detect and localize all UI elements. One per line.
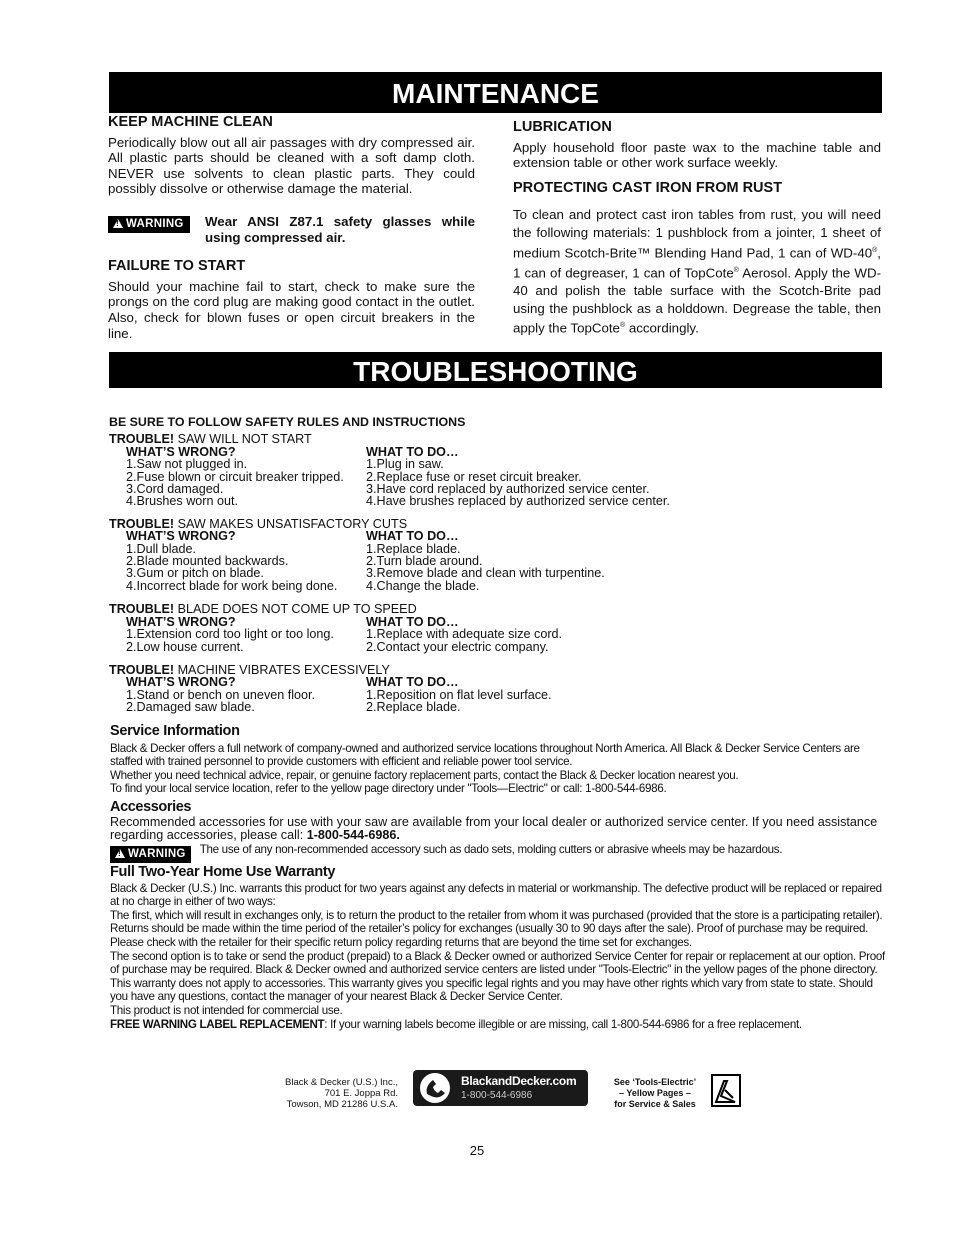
remedy-cell: 4.Have brushes replaced by authorized service center. <box>366 494 670 509</box>
cause-cell: 2.Low house current. <box>126 639 244 654</box>
trouble-title: TROUBLE! BLADE DOES NOT COME UP TO SPEED <box>109 602 417 617</box>
maintenance-right-column <box>513 120 881 338</box>
accessories-body: Recommended accessories for use with your saw are available from your local dealer or authorized service center. If you need assistance regarding accessories, please call: 1-800-544-6986. <box>110 814 878 842</box>
remedy-cell: 2.Replace blade. <box>366 700 461 715</box>
remedy-cell: 1.Reposition on flat level surface. <box>366 687 552 702</box>
remedy-cell: 2.Turn blade around. <box>366 554 483 569</box>
yellow-pages-icon <box>711 1074 741 1107</box>
lubrication-heading: LUBRICATION <box>513 119 612 135</box>
trouble-row <box>109 701 889 713</box>
remedy-cell: 1.Plug in saw. <box>366 457 444 472</box>
warranty-p1: Black & Decker (U.S.) Inc. warrants this product for two years against any defects in material or workmanship. The defective product will be replaced or repaired at no charge in either of two ways: <box>110 881 882 909</box>
keep-clean-warning <box>108 214 475 245</box>
warning-badge: !WARNING <box>108 216 190 233</box>
trouble-row <box>109 458 889 470</box>
cause-cell: 4.Brushes worn out. <box>126 494 239 509</box>
failure-heading: FAILURE TO START <box>108 258 246 275</box>
free-label-replacement: FREE WARNING LABEL REPLACEMENT: If your warning labels become illegible or are missing, call 1-800-544-6986 for a free replacement. <box>110 1017 802 1031</box>
trouble-row <box>109 641 889 653</box>
remedy-cell: 3.Remove blade and clean with turpentine. <box>366 566 605 581</box>
what-to-do-header: WHAT TO DO… <box>366 529 459 544</box>
accessories-warning <box>110 843 885 863</box>
trouble-group <box>109 433 889 507</box>
accessories-warning-text: The use of any non-recommended accessory such as dado sets, molding cutters or abrasive wheels may be hazardous. <box>199 843 783 857</box>
trouble-header-row <box>109 530 889 542</box>
website-text: BlackandDecker.com <box>461 1074 577 1088</box>
troubleshooting-banner <box>109 352 882 388</box>
rust-heading: PROTECTING CAST IRON FROM RUST <box>513 179 783 196</box>
trouble-row <box>109 495 889 507</box>
remedy-cell: 2.Replace fuse or reset circuit breaker. <box>366 469 582 484</box>
lubrication-body: Apply household floor paste wax to the machine table and extension table or other work surface weekly. <box>513 139 881 171</box>
remedy-cell: 4.Change the blade. <box>366 578 480 593</box>
what-to-do-header: WHAT TO DO… <box>366 614 459 629</box>
service-p1: Black & Decker offers a full network of company-owned and authorized service locations throughout North America. All Black & Decker Service Centers are staffed with trained personnel to provide customers with efficient and reliable power tool service. <box>110 741 860 769</box>
trouble-group <box>109 603 889 653</box>
cause-cell: 2.Damaged saw blade. <box>126 700 255 715</box>
trouble-row <box>109 628 889 640</box>
what-to-do-header: WHAT TO DO… <box>366 675 459 690</box>
remedy-cell: 1.Replace blade. <box>366 541 461 556</box>
whats-wrong-header: WHAT’S WRONG? <box>126 444 236 459</box>
warning-triangle-icon <box>115 849 125 858</box>
accessories-warning-badge: !WARNING <box>110 846 191 863</box>
maintenance-left-column <box>108 115 475 341</box>
accessories-section <box>110 801 885 863</box>
service-heading: Service Information <box>110 723 240 739</box>
whats-wrong-header: WHAT’S WRONG? <box>126 614 236 629</box>
what-to-do-header: WHAT TO DO… <box>366 444 459 459</box>
whats-wrong-header: WHAT’S WRONG? <box>126 675 236 690</box>
troubleshooting-section <box>109 416 889 714</box>
company-address: Black & Decker (U.S.) Inc., 701 E. Joppa Rd. Towson, MD 21286 U.S.A. <box>285 1077 398 1110</box>
warranty-p2: The first, which will result in exchanges only, is to return the product to the retailer from whom it was purchased (provided that the store is a participating retailer). Returns should be made within the time period of the retailer’s policy for exchanges (usually 30 to 90 days after the sale). Proof of purchase may be required. Please check with the retailer for their specific return policy regarding returns that are beyond the time set for exchanges. <box>110 908 883 949</box>
website-phone-badge <box>413 1070 588 1106</box>
trouble-group <box>109 518 889 592</box>
cause-cell: 4.Incorrect blade for work being done. <box>126 578 338 593</box>
warranty-heading: Full Two-Year Home Use Warranty <box>110 864 336 880</box>
cause-cell: 1.Stand or bench on uneven floor. <box>126 687 316 702</box>
cause-cell: 3.Cord damaged. <box>126 482 224 497</box>
trouble-group <box>109 664 889 714</box>
trouble-row <box>109 567 889 579</box>
service-p2: Whether you need technical advice, repair, or genuine factory replacement parts, contact the Black & Decker location nearest you. <box>110 768 739 782</box>
maintenance-title: MAINTENANCE <box>392 78 599 109</box>
phone-icon <box>415 1070 455 1106</box>
cause-cell: 2.Blade mounted backwards. <box>126 554 289 569</box>
service-section <box>110 725 885 796</box>
rust-body: To clean and protect cast iron tables from rust, you will need the following materials: 1 pushblock from a jointer, 1 sheet of medium Scotch-Brite™ Blending Hand Pad, 1 can of WD-40®, 1 can of degreaser, 1 can of TopCote® Aerosol. Apply the WD-40 and polish the table surface with the Scotch-Brite pad using the pushblock as a holddown. Degrease the table, then apply the TopCote® accordingly. <box>513 207 882 336</box>
keep-clean-warning-text: Wear ANSI Z87.1 safety glasses while using compressed air. <box>205 213 475 245</box>
yellow-pages-note: See ‘Tools-Electric’ – Yellow Pages – for Service & Sales <box>613 1077 697 1109</box>
trouble-groups <box>109 433 889 713</box>
safety-intro: BE SURE TO FOLLOW SAFETY RULES AND INSTRUCTIONS <box>109 415 466 429</box>
trouble-title: TROUBLE! SAW MAKES UNSATISFACTORY CUTS <box>109 516 408 531</box>
trouble-title: TROUBLE! MACHINE VIBRATES EXCESSIVELY <box>109 662 390 677</box>
warning-triangle-icon <box>113 219 123 228</box>
trouble-title: TROUBLE! SAW WILL NOT START <box>109 432 312 447</box>
remedy-cell: 2.Contact your electric company. <box>366 639 549 654</box>
remedy-cell: 1.Replace with adequate size cord. <box>366 627 563 642</box>
service-p3: To find your local service location, refer to the yellow page directory under "Tools—Electric" or call: 1-800-544-6986. <box>110 782 667 796</box>
troubleshooting-title: TROUBLESHOOTING <box>353 356 638 387</box>
accessories-heading: Accessories <box>110 799 192 815</box>
maintenance-banner <box>109 72 882 113</box>
trouble-header-row <box>109 676 889 688</box>
whats-wrong-header: WHAT’S WRONG? <box>126 529 236 544</box>
cause-cell: 1.Extension cord too light or too long. <box>126 627 334 642</box>
remedy-cell: 3.Have cord replaced by authorized service center. <box>366 482 650 497</box>
cause-cell: 1.Dull blade. <box>126 541 197 556</box>
keep-clean-body: Periodically blow out all air passages with dry compressed air. All plastic parts should be cleaned with a soft damp cloth. NEVER use solvents to clean plastic parts. They could possibly dissolve or otherwise damage the material. <box>108 134 475 197</box>
badge-phone-text: 1-800-544-6986 <box>461 1090 533 1101</box>
cause-cell: 3.Gum or pitch on blade. <box>126 566 264 581</box>
warranty-p5: This product is not intended for commercial use. <box>110 1003 343 1017</box>
warranty-section <box>110 866 885 1031</box>
trouble-row <box>109 580 889 592</box>
warranty-p4: This warranty does not apply to accessories. This warranty gives you specific legal rights and you may have other rights which vary from state to state. Should you have any questions, contact the manager of your nearest Black & Decker Service Center. <box>110 976 873 1004</box>
keep-clean-heading: KEEP MACHINE CLEAN <box>108 114 273 130</box>
failure-body: Should your machine fail to start, check to make sure the prongs on the cord plug are making good contact in the outlet. Also, check for blown fuses or open circuit breakers in the line. <box>108 278 475 341</box>
warranty-p3: The second option is to take or send the product (prepaid) to a Black & Decker owned or authorized Service Center for repair or replacement at our option. Proof of purchase may be required. Black & Decker owned and authorized service centers are listed under "Tools-Electric" in the yellow pages of the phone directory. <box>110 949 885 977</box>
cause-cell: 2.Fuse blown or circuit breaker tripped. <box>126 469 344 484</box>
cause-cell: 1.Saw not plugged in. <box>126 457 248 472</box>
page-number: 25 <box>469 1143 485 1158</box>
